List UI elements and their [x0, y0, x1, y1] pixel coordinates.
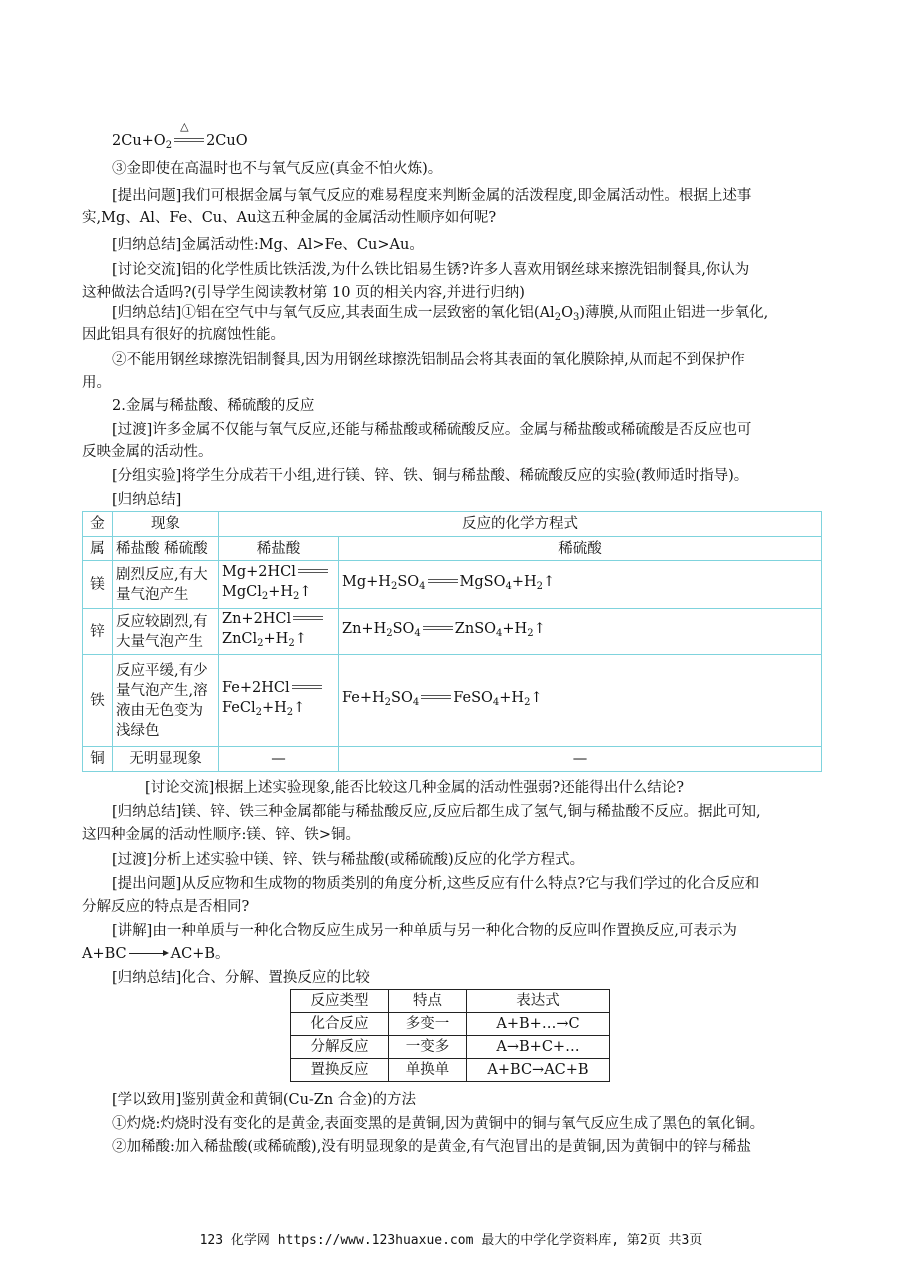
paragraph-line: 用。 [82, 375, 111, 391]
paragraph-line: 分解反应的特点是否相同? [82, 899, 250, 915]
paragraph-line: [归纳总结] [112, 492, 182, 508]
heat-triangle-icon: △ [180, 120, 189, 133]
paragraph-line: [提出问题]从反应物和生成物的物质类别的角度分析,这些反应有什么特点?它与我们学过的化合反应和 [112, 876, 760, 892]
table-row: 分解反应 一变多 A→B+C+… [291, 1036, 610, 1059]
header-cell: 表达式 [467, 990, 610, 1013]
hcl-equation-cell: Fe+2HCl $FeCl_2+H_2↑$ [219, 655, 339, 747]
header-cell: 反应类型 [291, 990, 389, 1013]
header-h2so4: 稀硫酸 [339, 537, 822, 561]
section-heading: 2.金属与稀盐酸、稀硫酸的反应 [112, 398, 315, 414]
header-phenomenon-sub: 稀盐酸 稀硫酸 [113, 537, 219, 561]
header-metal: 属 [83, 537, 113, 561]
paragraph-line: ③金即使在高温时也不与氧气反应(真金不怕火炼)。 [112, 161, 443, 177]
phenomenon-cell: 反应平缓,有少量气泡产生,溶液由无色变为浅绿色 [113, 655, 219, 747]
h2so4-equation-cell: $Zn+H_2SO_4$ $ZnSO_4+H_2↑$ [339, 609, 822, 655]
h2so4-equation-cell: $Fe+H_2SO_4$ $FeSO_4+H_2↑$ [339, 655, 822, 747]
table-row [83, 655, 822, 747]
table-row [83, 609, 822, 655]
paragraph-line: 这种做法合适吗?(引导学生阅读教材第 10 页的相关内容,并进行归纳) [82, 285, 525, 301]
paragraph-line: [提出问题]我们可根据金属与氧气反应的难易程度来判断金属的活泼程度,即金属活动性。根据上述事 [112, 188, 752, 204]
paragraph-line: ②不能用钢丝球擦洗铝制餐具,因为用钢丝球擦洗铝制品会将其表面的氧化膜除掉,从而起不到保护作 [112, 352, 745, 368]
table-row [83, 747, 822, 772]
paragraph-line: 因此铝具有很好的抗腐蚀性能。 [82, 327, 285, 343]
formula-line: A+BC AC+B。 [82, 946, 230, 962]
paragraph-line: [归纳总结]①铝在空气中与氧气反应,其表面生成一层致密的氧化铝$(Al_2O_3)$薄膜,从而阻止铝进一步氧化, [112, 305, 769, 323]
paragraph-line: [归纳总结]镁、锌、铁三种金属都能与稀盐酸反应,反应后都生成了氢气,铜与稀盐酸不反应。据此可知, [112, 804, 761, 820]
paragraph-line: [归纳总结]化合、分解、置换反应的比较 [112, 970, 370, 986]
paragraph-line: 实,Mg、Al、Fe、Cu、Au这五种金属的金属活动性顺序如何呢? [82, 210, 497, 226]
header-metal: 金 [83, 512, 113, 537]
table-row [83, 561, 822, 609]
paragraph-line: [归纳总结]金属活动性:Mg、Al>Fe、Cu>Au。 [112, 237, 424, 253]
paragraph-line: [分组实验]将学生分成若干小组,进行镁、锌、铁、铜与稀盐酸、稀硫酸反应的实验(教师适时指导)。 [112, 468, 749, 484]
metal-cell: 铁 [83, 655, 113, 747]
phenomenon-cell: 剧烈反应,有大量气泡产生 [113, 561, 219, 609]
table-header-row [291, 990, 610, 1013]
phenomenon-cell: 反应较剧烈,有大量气泡产生 [113, 609, 219, 655]
page-footer: 123 化学网 https://www.123huaxue.com 最大的中学化学资料库, 第2页 共3页 [199, 1233, 703, 1248]
metal-cell: 镁 [83, 561, 113, 609]
table-row: 化合反应 多变一 A+B+…→C [291, 1013, 610, 1036]
equation-cu-o2: $2Cu+O_2$ △ 2CuO [112, 131, 822, 156]
h2so4-equation-cell: — [339, 747, 822, 772]
paragraph-line: [过渡]分析上述实验中镁、锌、铁与稀盐酸(或稀硫酸)反应的化学方程式。 [112, 852, 585, 868]
header-equation: 反应的化学方程式 [219, 512, 822, 537]
paragraph-line: [讨论交流]铝的化学性质比铁活泼,为什么铁比铝易生锈?许多人喜欢用钢丝球来擦洗铝制餐具,你认为 [112, 262, 750, 278]
paragraph-line: 这四种金属的活动性顺序:镁、锌、铁>铜。 [82, 827, 361, 843]
hcl-equation-cell: Zn+2HCl $ZnCl_2+H_2↑$ [219, 609, 339, 655]
header-cell: 特点 [389, 990, 467, 1013]
paragraph-line: ①灼烧:灼烧时没有变化的是黄金,表面变黑的是黄铜,因为黄铜中的铜与氧气反应生成了黑色的氧化铜。 [112, 1116, 765, 1132]
metal-cell: 铜 [83, 747, 113, 772]
header-phenomenon: 现象 [113, 512, 219, 537]
reaction-table [82, 511, 822, 772]
hcl-equation-cell: — [219, 747, 339, 772]
metal-cell: 锌 [83, 609, 113, 655]
phenomenon-cell: 无明显现象 [113, 747, 219, 772]
paragraph-line: ②加稀酸:加入稀盐酸(或稀硫酸),没有明显现象的是黄金,有气泡冒出的是黄铜,因为黄铜中的锌与稀盐 [112, 1139, 752, 1155]
table-row: 置换反应 单换单 A+BC→AC+B [291, 1059, 610, 1082]
paragraph-line: 反映金属的活动性。 [82, 444, 213, 460]
paragraph-line: [学以致用]鉴别黄金和黄铜(Cu-Zn 合金)的方法 [112, 1092, 416, 1108]
paragraph-line: [过渡]许多金属不仅能与氧气反应,还能与稀盐酸或稀硫酸反应。金属与稀盐酸或稀硫酸是否反应也可 [112, 422, 752, 438]
arrow-icon [129, 950, 169, 958]
paragraph-line: [讲解]由一种单质与一种化合物反应生成另一种单质与另一种化合物的反应叫作置换反应,可表示为 [112, 923, 737, 939]
comparison-table [290, 989, 610, 1082]
paragraph-line: [讨论交流]根据上述实验现象,能否比较这几种金属的活动性强弱?还能得出什么结论? [145, 780, 684, 796]
hcl-equation-cell: Mg+2HCl $MgCl_2+H_2↑$ [219, 561, 339, 609]
header-hcl: 稀盐酸 [219, 537, 339, 561]
h2so4-equation-cell: $Mg+H_2SO_4$ $MgSO_4+H_2↑$ [339, 561, 822, 609]
